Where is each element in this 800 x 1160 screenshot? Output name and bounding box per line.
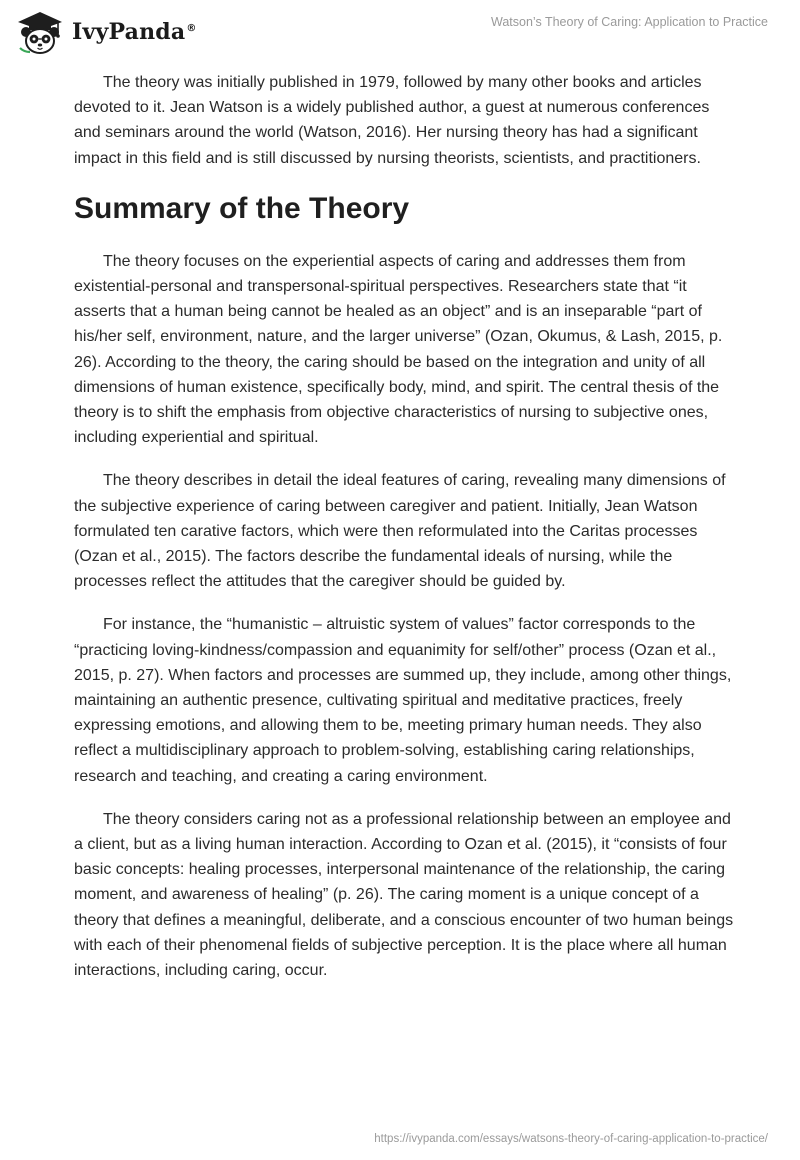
- source-url-link[interactable]: https://ivypanda.com/essays/watsons-theory-of-caring-application-to-practice/: [374, 1133, 768, 1145]
- essay-content: [74, 70, 734, 1001]
- section-heading: Summary of the Theory: [74, 191, 410, 225]
- body-paragraph: For instance, the “humanistic – altruistic system of values” factor corresponds to the “practicing loving-kindness/compassion and equanimity for self/other” process (Ozan et al., 2015, p. 27). When factors and processes are summed up, they include, among other things, maintaining an authentic presence, cultivating spiritual and meditative practices, freely expressing emotions, and allowing them to be, meeting primary human needs. They also reflect a multidisciplinary approach to problem-solving, establishing caring relationships, research and teaching, and creating a caring environment.: [74, 616, 732, 785]
- logo-wordmark: IvyPanda®: [72, 19, 197, 45]
- body-paragraph: The theory considers caring not as a professional relationship between an employee and a client, but as a living human interaction. According to Ozan et al. (2015), it “consists of four basic concepts: healing processes, interpersonal maintenance of the relationship, the caring moment, and awareness of healing” (p. 26). The caring moment is a unique concept of a theory that defines a meaningful, deliberate, and a conscious encounter of two human beings with each of their phenomenal fields of subjective perception. It is the place where all human interactions, including caring, occur.: [74, 810, 734, 980]
- panda-graduate-icon: [14, 8, 66, 56]
- body-paragraph: The theory focuses on the experiential aspects of caring and addresses them from existential-personal and transpersonal-spiritual perspectives. Researchers state that “it asserts that a human being cannot be healed as an object” and is an inseparable “part of his/her self, environment, nature, and the larger universe” (Ozan, Okumus, & Lash, 2015, p. 26). According to the theory, the caring should be based on the integration and unity of all dimensions of human existence, specifically body, mind, and spirit. The central thesis of the theory is to shift the emphasis from objective characteristics of nursing to subjective ones, including experiential and spiritual.: [74, 252, 723, 447]
- ivypanda-logo[interactable]: [14, 8, 197, 56]
- intro-paragraph: The theory was initially published in 1979, followed by many other books and articles devoted to it. Jean Watson is a widely published author, a guest at numerous conferences and seminars around the world (Watson, 2016). Her nursing theory has had a significant impact in this field and is still discussed by nursing theorists, scientists, and practitioners.: [74, 74, 710, 167]
- page-header: [0, 0, 800, 60]
- document-title: Watson’s Theory of Caring: Application to Practice: [491, 15, 768, 29]
- body-paragraph: The theory describes in detail the ideal features of caring, revealing many dimensions of the subjective experience of caring between caregiver and patient. Initially, Jean Watson formulated ten carative factors, which were then reformulated into the Caritas processes (Ozan et al., 2015). The factors describe the fundamental ideals of nursing, while the processes reflect the attitudes that the caregiver should be guided by.: [74, 472, 726, 591]
